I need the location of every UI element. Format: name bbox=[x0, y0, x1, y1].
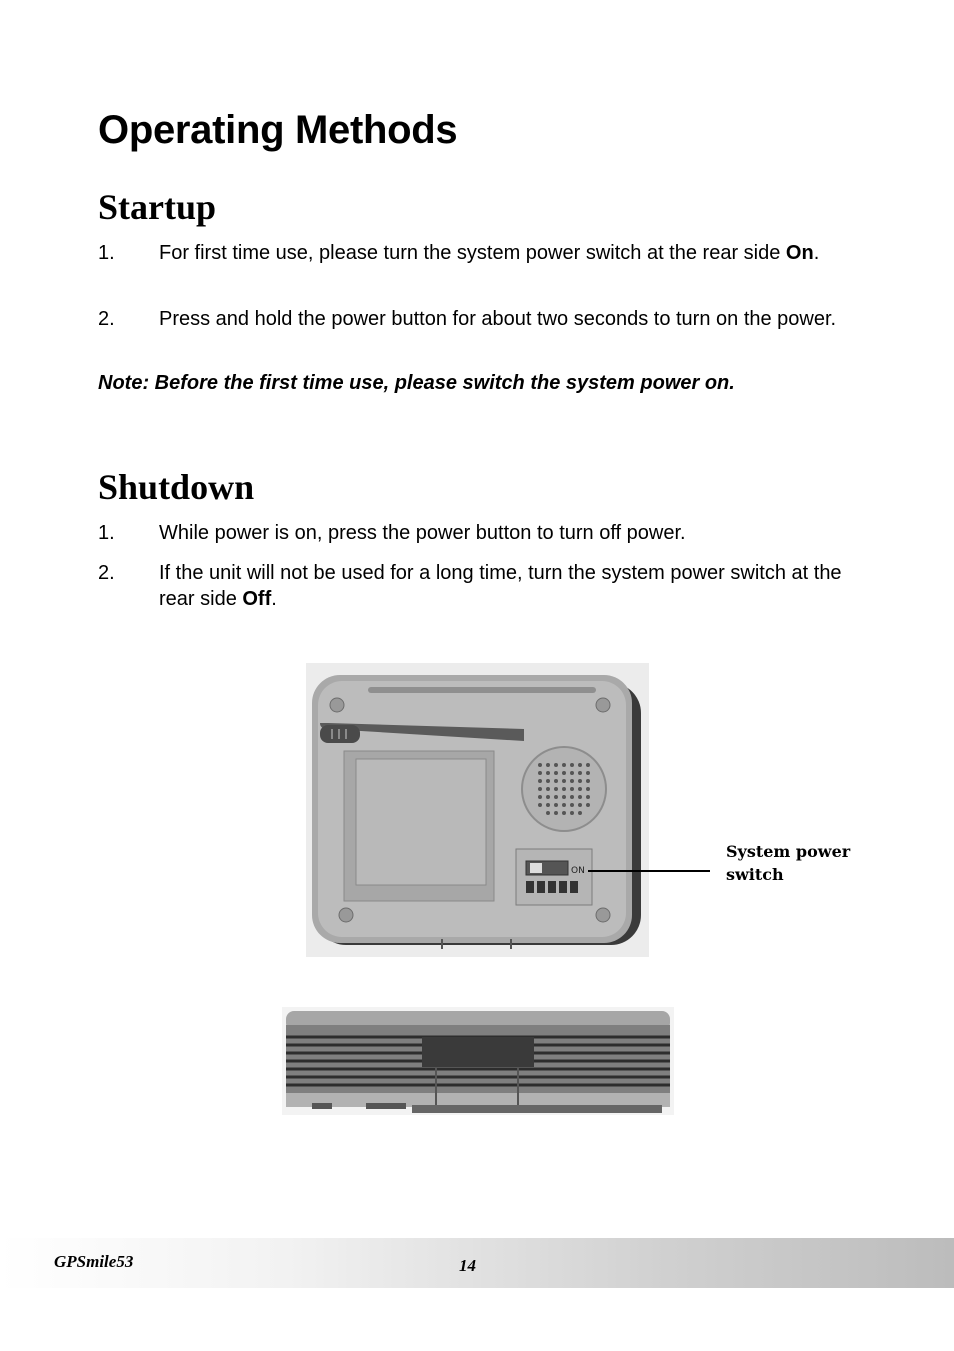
page-title: Operating Methods bbox=[98, 108, 458, 152]
product-name: GPSmile53 bbox=[54, 1252, 134, 1271]
page-footer bbox=[0, 1238, 954, 1288]
step-text: If the unit will not be used for a long time, turn the system power switch at the rear side bbox=[159, 562, 842, 610]
callout-line bbox=[588, 870, 710, 872]
step-text: While power is on, press the power button to turn off power. bbox=[159, 522, 686, 544]
startup-note: Note: Before the first time use, please switch the system power on. bbox=[98, 372, 735, 394]
device-side-view-image bbox=[282, 1007, 674, 1115]
step-number: 2. bbox=[98, 308, 115, 330]
step-number: 2. bbox=[98, 562, 115, 584]
step-number: 1. bbox=[98, 242, 115, 264]
startup-heading: Startup bbox=[98, 187, 217, 227]
system-power-switch-callout: System power switch bbox=[726, 842, 851, 884]
step-number: 1. bbox=[98, 522, 115, 544]
switch-on-label: ON bbox=[571, 866, 585, 876]
document-page: Operating Methods Startup 1. For first time use, please turn the system power switch at the rear side On. 2. Press and hold the power button for about two seconds to turn on the power. Note: Before the first time use, please switch the system power on. Shutdown 1. While power is on, press the power button to turn off power. 2. If the unit will not be used for a long time, turn the system power switch at the rear side Off. ON System power switch GPSmile53 14 bbox=[0, 0, 954, 1351]
step-text: Press and hold the power button for about two seconds to turn on the power. bbox=[159, 308, 837, 330]
device-rear-view-image bbox=[306, 663, 649, 957]
step-text-bold: On bbox=[785, 242, 814, 264]
page-number: 14 bbox=[459, 1256, 476, 1275]
step-text: For first time use, please turn the system power switch at the rear side bbox=[159, 242, 786, 264]
shutdown-heading: Shutdown bbox=[98, 467, 255, 507]
step-text-bold: Off bbox=[242, 588, 272, 610]
